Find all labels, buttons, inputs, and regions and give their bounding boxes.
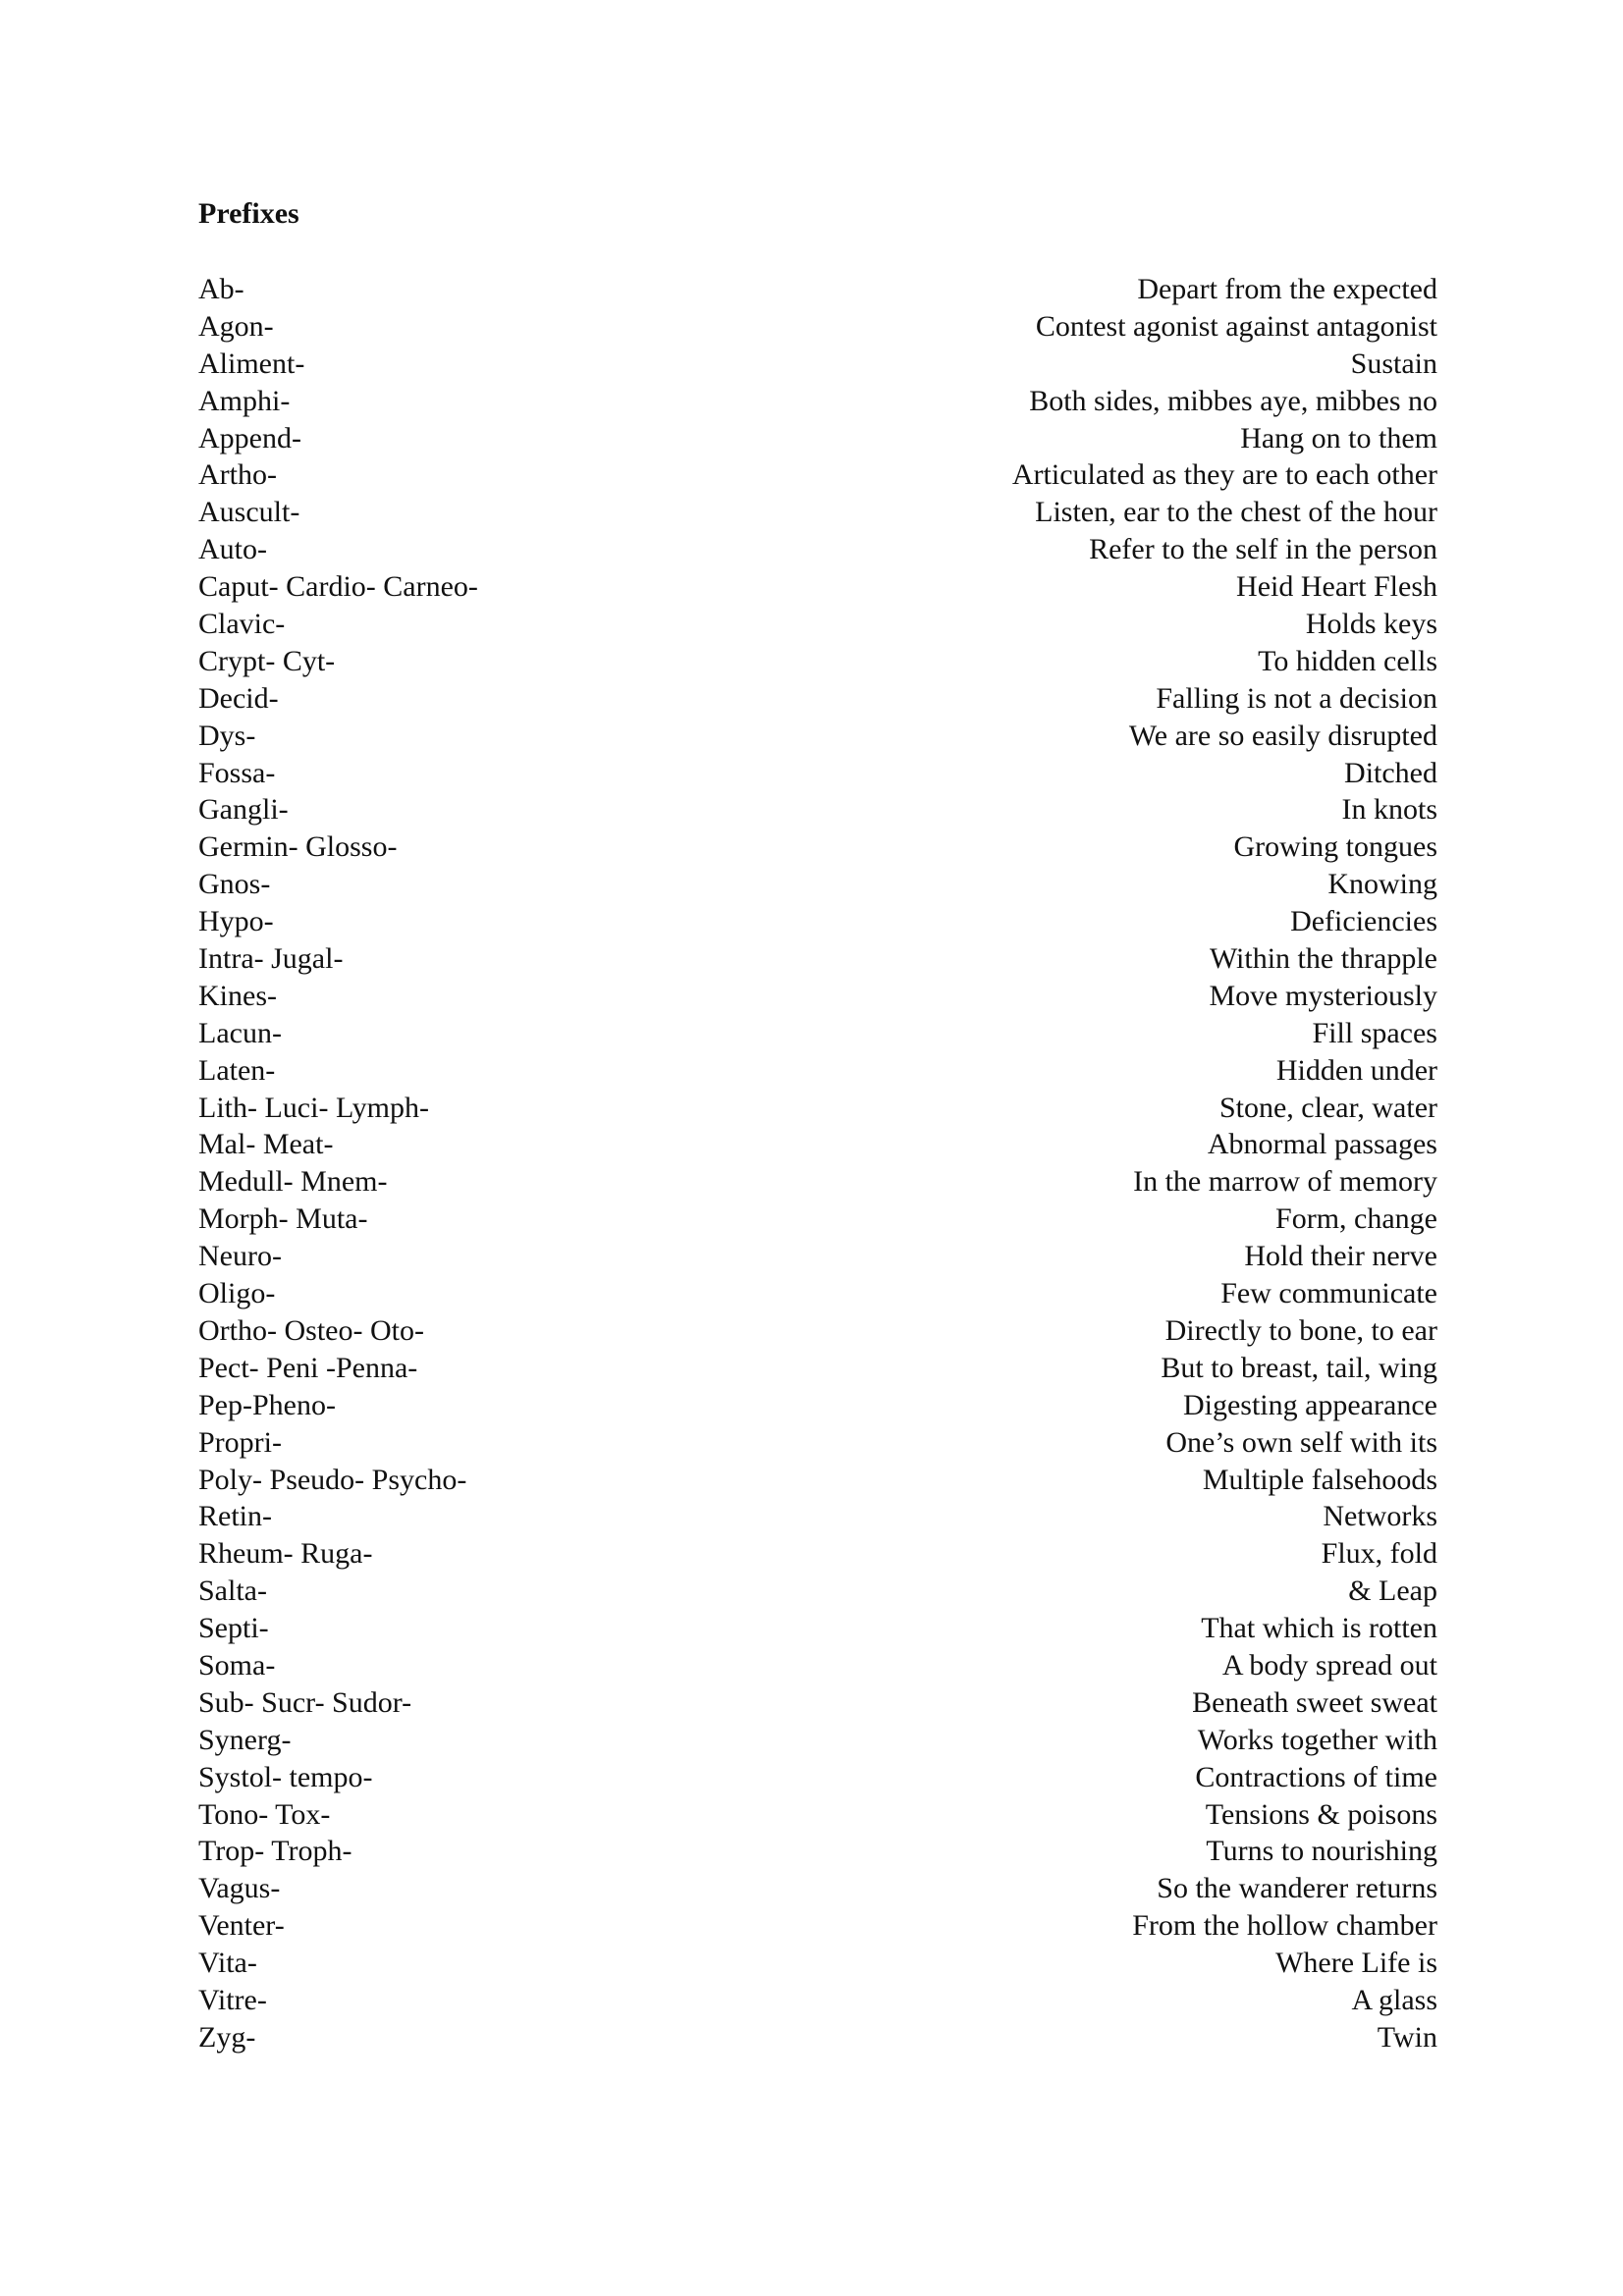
prefix-meaning: Form, change bbox=[1275, 1202, 1437, 1236]
prefix-term: Vagus- bbox=[198, 1872, 281, 1905]
prefix-meaning: One’s own self with its bbox=[1165, 1425, 1437, 1459]
prefix-meaning: A glass bbox=[1351, 1983, 1437, 2016]
prefix-term: Laten- bbox=[198, 1053, 276, 1087]
prefix-meaning: Sustain bbox=[1350, 347, 1437, 380]
list-item bbox=[198, 1535, 1437, 1573]
prefix-meaning: Twin bbox=[1377, 2020, 1437, 2054]
prefix-meaning: Turns to nourishing bbox=[1206, 1835, 1437, 1868]
list-item bbox=[198, 494, 1437, 531]
prefix-meaning: Beneath sweet sweat bbox=[1192, 1685, 1437, 1719]
prefix-meaning: In the marrow of memory bbox=[1133, 1165, 1437, 1199]
prefix-term: Agon- bbox=[198, 309, 274, 343]
prefix-meaning: Networks bbox=[1323, 1500, 1437, 1533]
list-item bbox=[198, 1090, 1437, 1127]
list-item bbox=[198, 940, 1437, 978]
list-item bbox=[198, 271, 1437, 308]
list-item bbox=[198, 1462, 1437, 1499]
prefix-meaning: Both sides, mibbes aye, mibbes no bbox=[1029, 384, 1437, 417]
prefix-meaning: A body spread out bbox=[1221, 1648, 1437, 1682]
list-item bbox=[198, 1870, 1437, 1907]
prefix-term: Intra- Jugal- bbox=[198, 942, 344, 976]
list-item bbox=[198, 903, 1437, 940]
prefix-term: Pect- Peni -Penna- bbox=[198, 1351, 418, 1384]
list-item bbox=[198, 1015, 1437, 1052]
prefix-term: Artho- bbox=[198, 458, 277, 492]
prefix-meaning: Deficiencies bbox=[1290, 905, 1437, 938]
list-item bbox=[198, 1647, 1437, 1684]
prefix-term: Auscult- bbox=[198, 496, 300, 529]
prefix-meaning: To hidden cells bbox=[1258, 644, 1437, 677]
prefix-term: Gangli- bbox=[198, 793, 289, 827]
list-item bbox=[198, 1833, 1437, 1870]
prefix-meaning: Growing tongues bbox=[1233, 830, 1437, 864]
prefix-term: Neuro- bbox=[198, 1240, 282, 1273]
prefix-meaning: From the hollow chamber bbox=[1132, 1909, 1437, 1943]
prefix-term: Sub- Sucr- Sudor- bbox=[198, 1685, 412, 1719]
prefix-term: Systol- tempo- bbox=[198, 1760, 373, 1793]
prefix-term: Medull- Mnem- bbox=[198, 1165, 388, 1199]
prefix-meaning: But to breast, tail, wing bbox=[1161, 1351, 1437, 1384]
prefix-meaning: Fill spaces bbox=[1312, 1016, 1437, 1049]
list-item bbox=[198, 1945, 1437, 1982]
prefix-meaning: Tensions & poisons bbox=[1205, 1797, 1437, 1831]
list-item bbox=[198, 383, 1437, 420]
prefix-meaning: Ditched bbox=[1344, 756, 1437, 789]
list-item bbox=[198, 1350, 1437, 1387]
prefix-meaning: We are so easily disrupted bbox=[1128, 719, 1437, 752]
list-item bbox=[198, 1610, 1437, 1647]
prefix-meaning: Digesting appearance bbox=[1182, 1388, 1437, 1421]
list-item bbox=[198, 1126, 1437, 1163]
prefix-meaning: Contractions of time bbox=[1195, 1760, 1437, 1793]
prefix-term: Synerg- bbox=[198, 1723, 292, 1756]
prefix-term: Vitre- bbox=[198, 1983, 267, 2016]
prefix-term: Aliment- bbox=[198, 347, 305, 380]
prefix-meaning: Falling is not a decision bbox=[1156, 681, 1437, 715]
list-item bbox=[198, 791, 1437, 828]
prefix-meaning: Multiple falsehoods bbox=[1202, 1463, 1437, 1496]
list-item bbox=[198, 1759, 1437, 1796]
prefix-meaning: Abnormal passages bbox=[1207, 1128, 1437, 1161]
prefix-term: Septi- bbox=[198, 1612, 269, 1645]
list-item bbox=[198, 606, 1437, 643]
list-item bbox=[198, 1052, 1437, 1090]
list-item bbox=[198, 456, 1437, 494]
page-title: Prefixes bbox=[198, 197, 299, 230]
list-item bbox=[198, 643, 1437, 680]
prefix-meaning: In knots bbox=[1341, 793, 1437, 827]
prefix-term: Hypo- bbox=[198, 905, 274, 938]
prefix-meaning: Within the thrapple bbox=[1209, 942, 1437, 976]
prefix-meaning: Directly to bone, to ear bbox=[1164, 1313, 1437, 1347]
prefix-meaning: Where Life is bbox=[1275, 1947, 1437, 1980]
list-item bbox=[198, 1238, 1437, 1275]
list-item bbox=[198, 2019, 1437, 2056]
list-item bbox=[198, 866, 1437, 903]
prefix-term: Propri- bbox=[198, 1425, 282, 1459]
prefix-meaning: Contest agonist against antagonist bbox=[1035, 309, 1437, 343]
list-item bbox=[198, 1722, 1437, 1759]
prefix-term: Pep-Pheno- bbox=[198, 1388, 336, 1421]
list-item bbox=[198, 531, 1437, 568]
prefix-meaning: Stone, clear, water bbox=[1218, 1091, 1437, 1124]
prefix-term: Crypt- Cyt- bbox=[198, 644, 336, 677]
prefix-meaning: Hold their nerve bbox=[1244, 1240, 1437, 1273]
prefix-meaning: Works together with bbox=[1197, 1723, 1437, 1756]
prefix-term: Salta- bbox=[198, 1575, 267, 1608]
list-item bbox=[198, 420, 1437, 457]
prefix-term: Poly- Pseudo- Psycho- bbox=[198, 1463, 467, 1496]
prefix-term: Amphi- bbox=[198, 384, 291, 417]
prefix-term: Lacun- bbox=[198, 1016, 282, 1049]
prefix-meaning: Few communicate bbox=[1220, 1277, 1437, 1310]
prefix-meaning: Articulated as they are to each other bbox=[1011, 458, 1437, 492]
list-item bbox=[198, 1684, 1437, 1722]
prefix-meaning: Move mysteriously bbox=[1209, 979, 1437, 1012]
prefix-term: Trop- Troph- bbox=[198, 1835, 352, 1868]
prefix-term: Append- bbox=[198, 421, 301, 454]
list-item bbox=[198, 568, 1437, 606]
prefix-term: Kines- bbox=[198, 979, 277, 1012]
prefix-term: Venter- bbox=[198, 1909, 285, 1943]
list-item bbox=[198, 346, 1437, 383]
prefix-term: Lith- Luci- Lymph- bbox=[198, 1091, 429, 1124]
list-item bbox=[198, 1387, 1437, 1424]
prefix-meaning: Depart from the expected bbox=[1137, 273, 1437, 305]
prefix-meaning: Knowing bbox=[1327, 868, 1437, 901]
prefix-term: Rheum- Ruga- bbox=[198, 1537, 373, 1571]
prefix-term: Vita- bbox=[198, 1947, 257, 1980]
prefix-term: Decid- bbox=[198, 681, 279, 715]
prefix-term: Gnos- bbox=[198, 868, 271, 901]
prefix-meaning: That which is rotten bbox=[1201, 1612, 1437, 1645]
prefix-term: Retin- bbox=[198, 1500, 272, 1533]
prefix-term: Soma- bbox=[198, 1648, 276, 1682]
prefix-term: Clavic- bbox=[198, 608, 286, 641]
list-item bbox=[198, 1201, 1437, 1238]
list-item bbox=[198, 1907, 1437, 1945]
prefix-meaning: Listen, ear to the chest of the hour bbox=[1035, 496, 1437, 529]
list-item bbox=[198, 1312, 1437, 1350]
prefix-meaning: Flux, fold bbox=[1321, 1537, 1437, 1571]
prefix-list bbox=[198, 271, 1437, 2056]
prefix-term: Ab- bbox=[198, 273, 244, 305]
prefix-term: Morph- Muta- bbox=[198, 1202, 368, 1236]
prefix-term: Caput- Cardio- Carneo- bbox=[198, 570, 478, 604]
list-item bbox=[198, 1982, 1437, 2019]
list-item bbox=[198, 755, 1437, 792]
list-item bbox=[198, 308, 1437, 346]
list-item bbox=[198, 1275, 1437, 1312]
prefix-term: Auto- bbox=[198, 533, 267, 566]
prefix-term: Germin- Glosso- bbox=[198, 830, 398, 864]
list-item bbox=[198, 828, 1437, 866]
list-item bbox=[198, 978, 1437, 1015]
list-item bbox=[198, 1163, 1437, 1201]
list-item bbox=[198, 680, 1437, 718]
list-item bbox=[198, 1796, 1437, 1834]
prefix-term: Fossa- bbox=[198, 756, 276, 789]
prefix-term: Mal- Meat- bbox=[198, 1128, 334, 1161]
list-item bbox=[198, 1573, 1437, 1610]
prefix-term: Dys- bbox=[198, 719, 256, 752]
list-item bbox=[198, 1424, 1437, 1462]
list-item bbox=[198, 1498, 1437, 1535]
prefix-meaning: Hidden under bbox=[1275, 1053, 1437, 1087]
prefix-meaning: & Leap bbox=[1348, 1575, 1437, 1608]
prefix-meaning: Heid Heart Flesh bbox=[1236, 570, 1437, 604]
prefix-meaning: So the wanderer returns bbox=[1157, 1872, 1437, 1905]
prefix-meaning: Hang on to them bbox=[1240, 421, 1437, 454]
prefix-term: Zyg- bbox=[198, 2020, 256, 2054]
prefix-term: Tono- Tox- bbox=[198, 1797, 331, 1831]
prefix-term: Oligo- bbox=[198, 1277, 276, 1310]
prefix-meaning: Holds keys bbox=[1305, 608, 1437, 641]
prefix-term: Ortho- Osteo- Oto- bbox=[198, 1313, 424, 1347]
prefix-meaning: Refer to the self in the person bbox=[1089, 533, 1437, 566]
list-item bbox=[198, 718, 1437, 755]
